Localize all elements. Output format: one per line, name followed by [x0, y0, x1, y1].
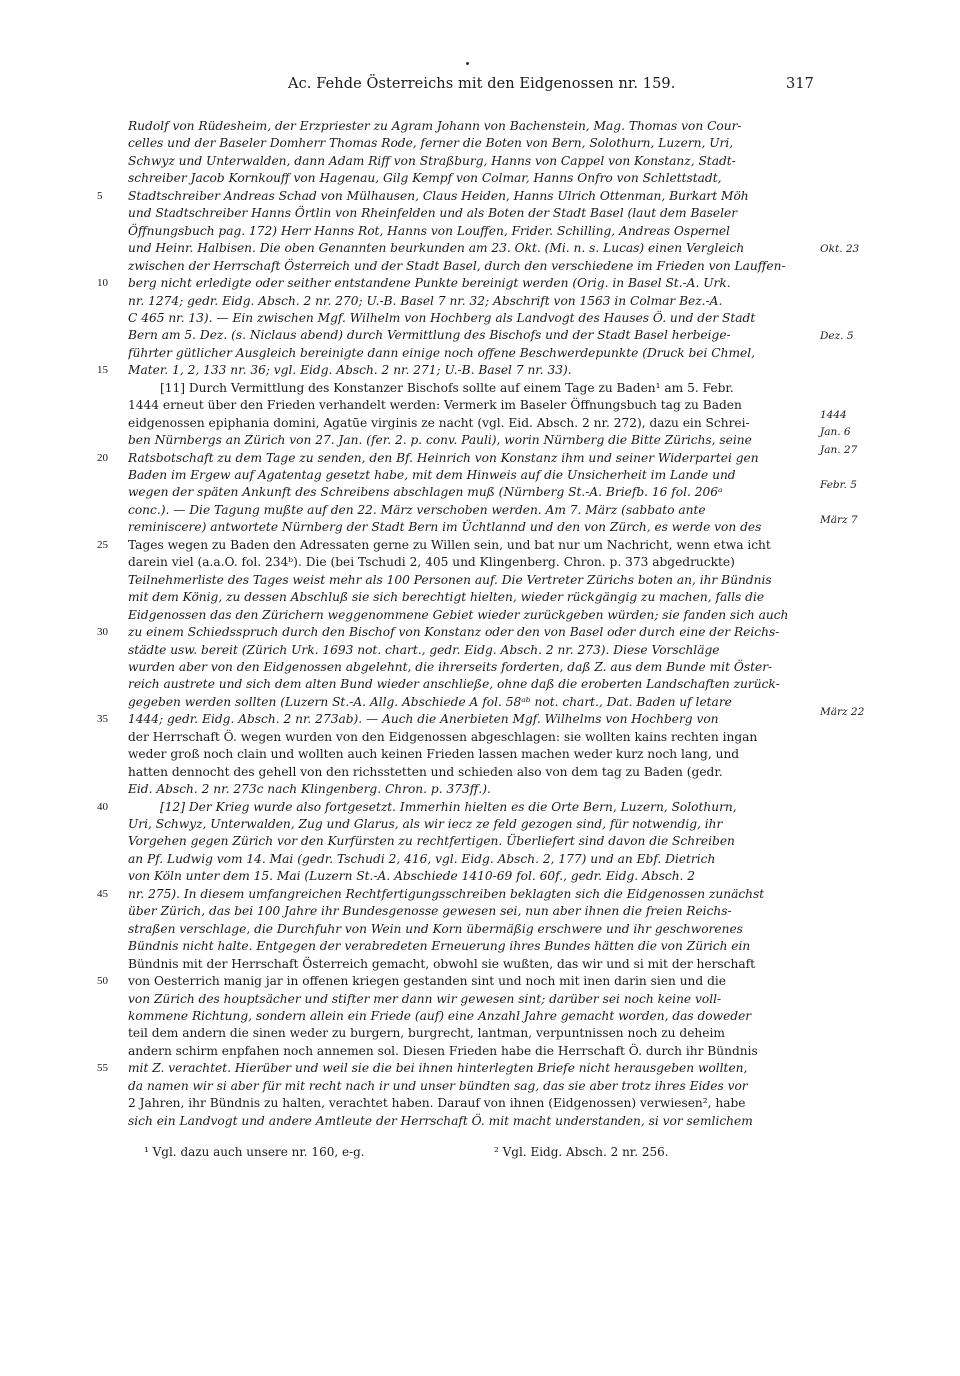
line-number: 35	[97, 713, 108, 726]
text-line: mit dem König, zu dessen Abschluß sie sich berechtigt hielten, wieder rückgängig zu machen, falls die	[128, 590, 765, 605]
text-line: nr. 275). In diesem umfangreichen Rechtfertigungsschreiben beklagten sich die Eidgenossen zunächst	[128, 886, 765, 901]
line-number: 45	[97, 887, 108, 900]
text-line: Rudolf von Rüdesheim, der Erzpriester zu Agram Johann von Bachenstein, Mag. Thomas von Cour-	[128, 119, 742, 133]
text-line: sich ein Landvogt und andere Amtleute der Herrschaft Ö. mit macht understanden, si vor semlichem	[128, 1113, 753, 1128]
running-title: Ac. Fehde Österreichs mit den Eidgenossen nr. 159.	[288, 76, 676, 92]
line-number: 40	[97, 800, 108, 813]
text-line: 2 Jahren, ihr Bündnis zu halten, verachtet haben. Darauf von ihnen (Eidgenossen) verwiesen², habe	[128, 1096, 746, 1111]
text-line: eidgenossen epiphania domini, Agatūe virginis ze nacht (vgl. Eid. Absch. 2 nr. 272), dazu ein Schrei-	[128, 415, 750, 430]
footnote-1: ¹ Vgl. dazu auch unsere nr. 160, e-g.	[144, 1145, 365, 1159]
text-line: Tages wegen zu Baden den Adressaten gerne zu Willen sein, und bat nur um Nachricht, wenn etwa icht	[128, 537, 771, 552]
text-line: reminiscere) antwortete Nürnberg der Stadt Bern im Üchtlannd und den von Zürch, es werde von des	[128, 520, 762, 535]
line-number: 30	[97, 626, 108, 639]
text-line: mit Z. verachtet. Hierüber und weil sie die bei ihnen hinterlegten Briefe nicht herausgeben wollten,	[128, 1061, 748, 1076]
text-line: Eidgenossen das den Zürichern weggenommene Gebiet wieder zurückgeben würden; sie fanden sich auch	[128, 607, 789, 622]
margin-date-note: März 22	[820, 705, 865, 718]
text-line: straßen verschlage, die Durchfuhr von Wein und Korn übermäßig erschwere und ihr geschworenes	[128, 921, 743, 936]
text-line: Öffnungsbuch pag. 172) Herr Hanns Rot, Hanns von Louffen, Frider. Schilling, Andreas Ospernel	[128, 223, 730, 238]
text-line: zwischen der Herrschaft Österreich und der Stadt Basel, durch den verschiedene im Frieden von Lauffen-	[128, 258, 786, 273]
text-line: Stadtschreiber Andreas Schad von Mülhausen, Claus Heiden, Hanns Ulrich Ottenman, Burkart Möh	[128, 188, 749, 203]
text-line: und Heinr. Halbisen. Die oben Genannten beurkunden am 23. Okt. (Mi. n. s. Lucas) einen Vergleich	[128, 241, 745, 256]
text-line: Bündnis nicht halte. Entgegen der verabredeten Erneuerung ihres Bundes hätten die von Zürich ein	[128, 939, 751, 954]
line-number: 20	[97, 451, 108, 464]
margin-date-note: Dez. 5	[820, 330, 854, 343]
margin-date-note: März 7	[820, 513, 858, 526]
text-line: an Pf. Ludwig vom 14. Mai (gedr. Tschudi 2, 416, vgl. Eidg. Absch. 2, 177) und an Ebf. Dietrich	[128, 851, 716, 866]
text-line: berg nicht erledigte oder seither entstandene Punkte bereinigt werden (Orig. in Basel St.-A. Urk.	[128, 276, 731, 291]
text-line: schreiber Jacob Kornkouff von Hagenau, Gilg Kempf von Colmar, Hanns Onfro von Schlettstadt,	[128, 171, 722, 186]
text-line: zu einem Schiedsspruch durch den Bischof von Konstanz oder den von Basel oder durch eine der Reichs-	[128, 625, 780, 640]
text-line: von Zürich des houptsächer und stifter mer dann wir gewesen sint; darüber sei noch keine voll-	[128, 991, 722, 1006]
text-line: Ratsbotschaft zu dem Tage zu senden, den Bf. Heinrich von Konstanz ihm und seiner Widerpartei gen	[128, 450, 759, 465]
page-number: 317	[786, 76, 814, 92]
text-line: [11] Durch Vermittlung des Konstanzer Bischofs sollte auf einem Tage zu Baden¹ am 5. Febr.	[160, 380, 734, 395]
text-line: führter gütlicher Ausgleich bereinigte dann einige noch offene Beschwerdepunkte (Druck bei Chmel,	[128, 345, 756, 360]
stray-mark	[466, 62, 469, 65]
text-line: da namen wir si aber für mit recht nach ir und unser bündten sag, das sie aber trotz ihres Eides vor	[128, 1078, 748, 1093]
text-line: wurden aber von den Eidgenossen abgelehnt, die ihrerseits forderten, daß Z. aus dem Bunde mit Öster-	[128, 659, 773, 674]
text-line: C 465 nr. 13). — Ein zwischen Mgf. Wilhelm von Hochberg als Landvogt des Hauses Ö. und der Stadt	[128, 310, 756, 325]
text-line: wegen der späten Ankunft des Schreibens abschlagen muß (Nürnberg St.-A. Briefb. 16 fol. 206ᵃ	[128, 485, 723, 500]
text-line: 1444; gedr. Eidg. Absch. 2 nr. 273ab). — Auch die Anerbieten Mgf. Wilhelms von Hochberg von	[128, 712, 719, 727]
line-number: 50	[97, 975, 108, 988]
text-line: Eid. Absch. 2 nr. 273c nach Klingenberg. Chron. p. 373ff.).	[128, 782, 491, 797]
line-number: 5	[97, 189, 103, 202]
text-line: Vorgehen gegen Zürich vor den Kurfürsten zu rechtfertigen. Überliefert sind davon die Schreiben	[128, 834, 735, 849]
margin-date-note: Febr. 5	[820, 478, 857, 491]
line-number: 55	[97, 1062, 108, 1075]
line-number: 15	[97, 364, 108, 377]
text-line: und Stadtschreiber Hanns Örtlin von Rheinfelden und als Boten der Stadt Basel (laut dem Baseler	[128, 206, 738, 221]
text-line: hatten dennocht des gehell von den richsstetten und schieden also von dem tag zu Baden (gedr.	[128, 764, 723, 779]
margin-date-note: Okt. 23	[820, 243, 860, 256]
text-line: von Oesterrich manig jar in offenen kriegen gestanden sint und noch mit inen darin sien und die	[128, 974, 726, 989]
text-line: Baden im Ergew auf Agatentag gesetzt habe, mit dem Hinweis auf die Unsicherheit im Lande und	[128, 468, 736, 482]
text-line: über Zürich, das bei 100 Jahre ihr Bundesgenosse gewesen sei, nun aber ihnen die freien Reichs-	[128, 904, 732, 919]
text-line: Teilnehmerliste des Tages weist mehr als 100 Personen auf. Die Vertreter Zürichs boten an, ihr Bündnis	[128, 572, 772, 587]
text-line: reich austrete und sich dem alten Bund wieder anschließe, ohne daß die eroberten Landschaften zurück-	[128, 677, 780, 692]
text-line: Uri, Schwyz, Unterwalden, Zug und Glarus, als wir iecz ze feld gezogen sind, für notwendig, ihr	[128, 817, 723, 831]
text-line: ben Nürnbergs an Zürich von 27. Jan. (fer. 2. p. conv. Pauli), worin Nürnberg die Bitte Zürichs, seine	[128, 433, 752, 448]
footnote-2: ² Vgl. Eidg. Absch. 2 nr. 256.	[494, 1145, 669, 1159]
text-line: städte usw. bereit (Zürich Urk. 1693 not. chart., gedr. Eidg. Absch. 2 nr. 273). Diese Vorschläge	[128, 642, 720, 657]
text-line: weder groß noch clain und wollten auch keinen Frieden lassen machen weder kurz noch lang, und	[128, 747, 740, 762]
text-line: kommene Richtung, sondern allein ein Friede (auf) eine Anzahl Jahre gemacht worden, das doweder	[128, 1008, 752, 1023]
line-number: 10	[97, 277, 108, 290]
margin-date-note: Jan. 27	[820, 443, 858, 456]
text-line: andern schirm enpfahen noch annemen sol. Diesen Frieden habe die Herrschaft Ö. durch ihr Bündnis	[128, 1043, 758, 1058]
text-line: nr. 1274; gedr. Eidg. Absch. 2 nr. 270; U.-B. Basel 7 nr. 32; Abschrift von 1563 in Colmar Bez.-A.	[128, 293, 723, 308]
line-number: 25	[97, 538, 108, 551]
margin-date-note: Jan. 6	[820, 426, 851, 439]
text-line: darein viel (a.a.O. fol. 234ᵇ). Die (bei Tschudi 2, 405 und Klingenberg. Chron. p. 373 abgedruckte)	[128, 555, 735, 570]
text-line: conc.). — Die Tagung mußte auf den 22. März verschoben werden. Am 7. März (sabbato ante	[128, 502, 706, 517]
text-line: Mater. 1, 2, 133 nr. 36; vgl. Eidg. Absch. 2 nr. 271; U.-B. Basel 7 nr. 33).	[128, 363, 572, 378]
text-line: Bündnis mit der Herrschaft Österreich gemacht, obwohl sie wußten, das wir und si mit der herschaft	[128, 956, 756, 971]
text-line: von Köln unter dem 15. Mai (Luzern St.-A. Abschiede 1410-69 fol. 60f., gedr. Eidg. Absch. 2	[128, 869, 696, 884]
running-header	[0, 74, 960, 100]
text-line: teil dem andern die sinen weder zu burgern, burgrecht, lantman, verpuntnissen noch zu deheim	[128, 1026, 725, 1041]
margin-date-note: 1444	[820, 408, 847, 421]
text-line: gegeben werden sollten (Luzern St.-A. Allg. Abschiede A fol. 58ᵃᵇ not. chart., Dat. Baden uf letare	[128, 694, 732, 709]
text-line: [12] Der Krieg wurde also fortgesetzt. Immerhin hielten es die Orte Bern, Luzern, Solothurn,	[160, 799, 737, 814]
text-line: Schwyz und Unterwalden, dann Adam Riff von Straßburg, Hanns von Cappel von Konstanz, Stadt-	[128, 153, 736, 168]
text-line: der Herrschaft Ö. wegen wurden von den Eidgenossen abgeschlagen: sie wollten kains rechten ingan	[128, 729, 758, 744]
text-line: celles und der Baseler Domherr Thomas Rode, ferner die Boten von Bern, Solothurn, Luzern, Uri,	[128, 136, 734, 151]
text-line: 1444 erneut über den Frieden verhandelt werden: Vermerk im Baseler Öffnungsbuch tag zu Baden	[128, 398, 742, 413]
text-line: Bern am 5. Dez. (s. Niclaus abend) durch Vermittlung des Bischofs und der Stadt Basel herbeige-	[128, 328, 731, 343]
